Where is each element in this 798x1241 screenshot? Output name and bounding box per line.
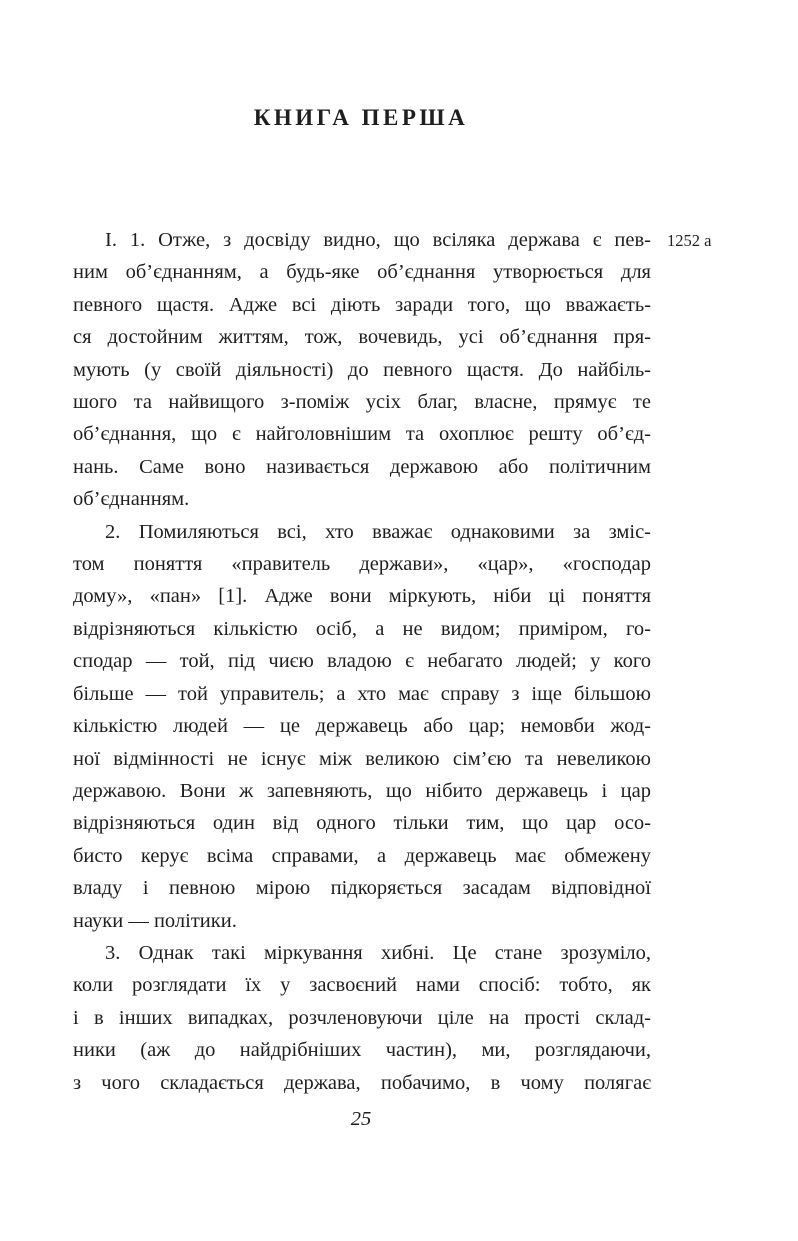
- text-line: більше — той управитель; а хто має справу з іще більшою: [73, 682, 651, 705]
- text-line: том поняття «правитель держави», «цар», «господар: [73, 553, 651, 576]
- text-line: шого та найвищого з-поміж усіх благ, власне, прямує те: [73, 391, 651, 414]
- text-line: 3. Однак такі міркування хибні. Це стане зрозуміло,: [105, 941, 651, 964]
- book-title: КНИГА ПЕРША: [253, 105, 469, 130]
- text-line: бисто керує всіма справами, а державець має обмежену: [73, 844, 651, 867]
- text-line: І. 1. Отже, з досвіду видно, що всіляка держава є пев-: [105, 229, 651, 251]
- text-line: сподар — той, під чиєю владою є небагато людей; у кого: [73, 650, 651, 673]
- text-line: об’єднання, що є найголовнішим та охоплює решту об’єд-: [73, 423, 651, 446]
- marginal-reference: 1252 а: [667, 231, 712, 250]
- text-line: владу і певною мірою підкоряється засадам відповідної: [73, 877, 651, 900]
- text-line: ної відмінності не існує між великою сім’єю та невеликою: [73, 747, 651, 770]
- paragraph: [73, 937, 651, 1099]
- text-line: певного щастя. Адже всі діють заради того, що вважаєть-: [73, 293, 651, 316]
- text-line: з чого складається держава, побачимо, в чому полягає: [73, 1071, 651, 1094]
- paragraph: [73, 516, 651, 937]
- text-line: мують (у своїй діяльності) до певного щастя. До найбіль-: [73, 358, 651, 381]
- text-line: ся достойним життям, тож, вочевидь, усі об’єднання пря-: [73, 326, 651, 349]
- text-line: відрізняються один від одного тільки тим, що цар осо-: [73, 812, 651, 835]
- text-line: ники (аж до найдрібніших частин), ми, розглядаючи,: [73, 1039, 651, 1062]
- text-line: відрізняються кількістю осіб, а не видом; приміром, го-: [73, 617, 651, 640]
- text-line: державою. Вони ж запевняють, що нібито державець і цар: [73, 779, 651, 802]
- text-line: об’єднанням.: [73, 488, 190, 511]
- text-line: і в інших випадках, розчленовуючи ціле на прості склад-: [73, 1006, 651, 1029]
- text-line: кількістю людей — це державець або цар; немовби жод-: [73, 715, 651, 738]
- text-line: 2. Помиляються всі, хто вважає однаковими за зміс-: [105, 520, 651, 543]
- text-line: науки — політики.: [73, 909, 237, 932]
- paragraph: [73, 224, 651, 516]
- body-text: [73, 224, 651, 1099]
- text-line: дому», «пан» [1]. Адже вони міркують, ніби ці поняття: [73, 585, 651, 608]
- page-number: 25: [350, 1108, 372, 1130]
- text-line: нань. Саме воно називається державою або політичним: [73, 455, 651, 478]
- text-line: коли розглядати їх у засвоєний нами спосіб: тобто, як: [73, 974, 651, 997]
- text-line: ним об’єднанням, а будь-яке об’єднання утворюється для: [73, 261, 651, 284]
